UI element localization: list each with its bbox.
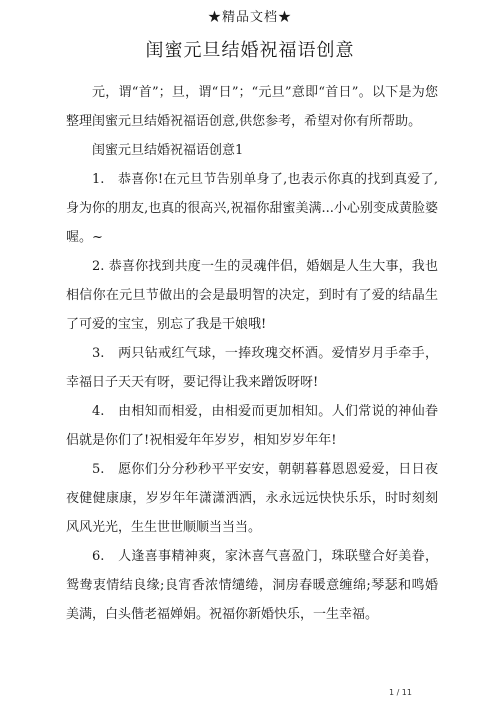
- document-header: ★精品文档★: [207, 10, 292, 25]
- paragraph-item-5: 5. 愿你们分分秒秒平平安安，朝朝暮暮恩恩爱爱，日日夜夜健健康康，岁岁年年潇潇洒洒，永永远远快快乐乐，时时刻刻风风光光，生生世世顺顺当当当。: [66, 462, 438, 535]
- page-number: 1 / 11: [388, 688, 412, 697]
- paragraph-item-4: 4. 由相知而相爱，由相爱而更加相知。人们常说的神仙眷侣就是你们了!祝相爱年年岁岁，相知岁岁年年!: [66, 404, 438, 448]
- intro-paragraph: 元，谓“首”；旦，谓“日”；“元旦”意即“首日”。以下是为您整理闺蜜元旦结婚祝福语创意,供您参考，希望对你有所帮助。: [66, 85, 438, 129]
- document-body: [66, 78, 438, 629]
- paragraph-item-6: 6. 人逢喜事精神爽，家沐喜气喜盈门，珠联璧合好美眷，鸳鸯衷情结良缘;良宵香浓情缱绻，洞房春暖意缠绵;琴瑟和鸣婚美满，白头偕老福婵娟。祝福你新婚快乐，一生幸福。: [66, 549, 438, 622]
- document-title: 闺蜜元旦结婚祝福语创意: [145, 40, 355, 61]
- paragraph-item-3: 3. 两只钻戒红气球，一捧玫瑰交杯酒。爱情岁月手牵手，幸福日子天天有呀，要记得让我来蹭饭呀呀!: [66, 346, 438, 390]
- paragraph-item-2: 2. 恭喜你找到共度一生的灵魂伴侣，婚姻是人生大事，我也相信你在元旦节做出的会是最明智的决定，到时有了爱的结晶生了可爱的宝宝，别忘了我是干娘哦!: [66, 259, 438, 332]
- section-heading: 闺蜜元旦结婚祝福语创意1: [92, 143, 244, 158]
- paragraph-item-1: 1. 恭喜你!在元旦节告别单身了,也表示你真的找到真爱了,身为你的朋友,也真的很高兴,祝福你甜蜜美满...小心别变成黄脸婆喔。~: [66, 172, 438, 245]
